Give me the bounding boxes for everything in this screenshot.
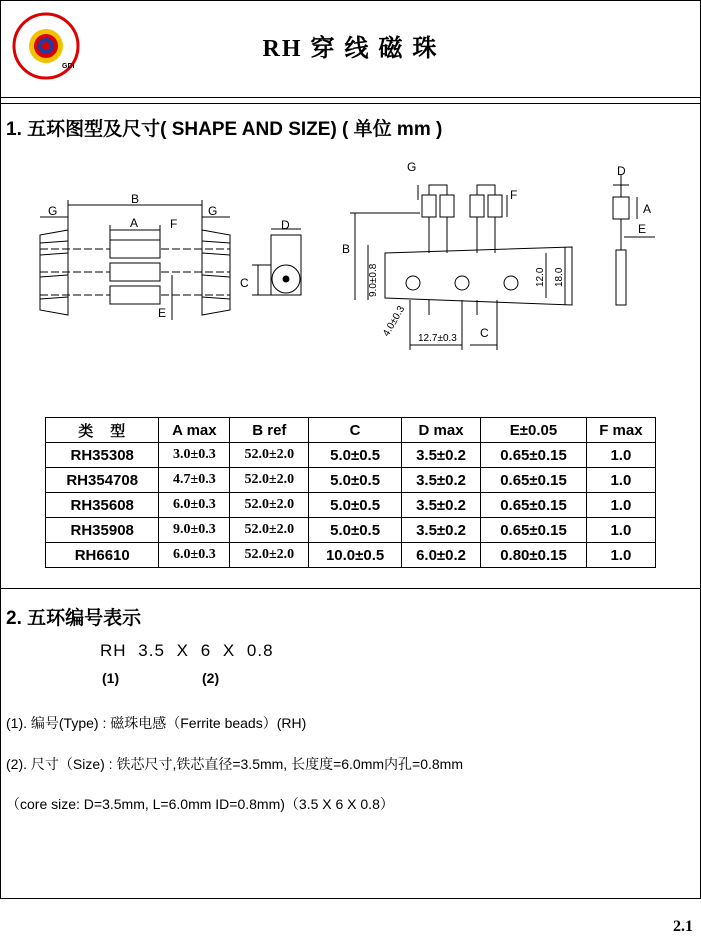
cell-b: 52.0±2.0	[230, 518, 309, 543]
table-header-row	[46, 418, 656, 443]
cell-b: 52.0±2.0	[230, 468, 309, 493]
dim-18: 18.0	[554, 267, 565, 287]
dim-label-d-right: D	[617, 164, 626, 178]
cell-c: 10.0±0.5	[309, 543, 401, 568]
cell-f: 1.0	[586, 518, 655, 543]
dim-label-a: A	[130, 216, 139, 230]
divider	[0, 588, 701, 589]
cell-c: 5.0±0.5	[309, 493, 401, 518]
cell-f: 1.0	[586, 493, 655, 518]
cell-f: 1.0	[586, 468, 655, 493]
dim-label-c: C	[240, 276, 249, 290]
cell-e: 0.65±0.15	[481, 518, 586, 543]
dim-label-a-right: A	[643, 202, 652, 216]
dim-pitch: 12.7±0.3	[418, 333, 457, 344]
dimension-drawing	[0, 155, 701, 415]
table-row	[46, 443, 656, 468]
note-size: (2). 尺寸（Size) : 铁芯尺寸,铁芯直径=3.5mm, 长度度=6.0mm内孔=0.8mm	[6, 756, 464, 772]
cell-a: 6.0±0.3	[159, 493, 230, 518]
dim-label-e-right: E	[638, 222, 647, 236]
page-title: RH 穿 线 磁 珠	[262, 36, 439, 62]
header-d: D max	[401, 418, 480, 443]
cell-e: 0.80±0.15	[481, 543, 586, 568]
spec-table	[45, 417, 656, 568]
cell-d: 3.5±0.2	[401, 443, 480, 468]
cell-f: 1.0	[586, 443, 655, 468]
header-e: E±0.05	[481, 418, 586, 443]
table-row	[46, 543, 656, 568]
cell-type: RH6610	[46, 543, 159, 568]
dim-label-f: F	[170, 217, 178, 231]
dim-height: 9.0±0.8	[368, 263, 379, 297]
dim-label-g-right: G	[208, 204, 218, 218]
cell-e: 0.65±0.15	[481, 468, 586, 493]
cell-a: 3.0±0.3	[159, 443, 230, 468]
dim-hole: 4.0±0.3	[381, 304, 408, 339]
section1-heading: 1. 五环图型及尺寸( SHAPE AND SIZE) ( 单位 mm )	[6, 119, 443, 140]
dim-label-g-left: G	[48, 204, 58, 218]
cell-b: 52.0±2.0	[230, 493, 309, 518]
cell-c: 5.0±0.5	[309, 518, 401, 543]
table-row	[46, 493, 656, 518]
cell-d: 6.0±0.2	[401, 543, 480, 568]
divider	[0, 103, 701, 104]
cell-d: 3.5±0.2	[401, 518, 480, 543]
header-b: B ref	[230, 418, 309, 443]
logo-text: GDI	[62, 63, 75, 70]
header-type: 类 型	[46, 418, 159, 443]
dim-label-b: B	[131, 192, 140, 206]
cell-a: 4.7±0.3	[159, 468, 230, 493]
page-number: 2.1	[673, 918, 693, 935]
cell-b: 52.0±2.0	[230, 543, 309, 568]
dim-label-b-mid: B	[342, 242, 351, 256]
cell-e: 0.65±0.15	[481, 443, 586, 468]
cell-f: 1.0	[586, 543, 655, 568]
dim-12: 12.0	[535, 267, 546, 287]
divider	[0, 97, 701, 98]
cell-type: RH35608	[46, 493, 159, 518]
dim-label-f-mid: F	[510, 188, 518, 202]
header-a: A max	[159, 418, 230, 443]
cell-c: 5.0±0.5	[309, 443, 401, 468]
cell-d: 3.5±0.2	[401, 468, 480, 493]
header-f: F max	[586, 418, 655, 443]
table-row	[46, 518, 656, 543]
section2-heading: 2. 五环编号表示	[6, 608, 142, 629]
code-mark-2: (2)	[202, 670, 220, 686]
table-row	[46, 468, 656, 493]
cell-type: RH35308	[46, 443, 159, 468]
header-c: C	[309, 418, 401, 443]
dim-label-d: D	[281, 218, 290, 232]
cell-c: 5.0±0.5	[309, 468, 401, 493]
note-type: (1). 编号(Type) : 磁珠电感（Ferrite beads）(RH)	[6, 715, 307, 731]
part-code: RH 3.5 X 6 X 0.8	[100, 641, 274, 660]
dim-label-g-mid: G	[407, 160, 417, 174]
cell-e: 0.65±0.15	[481, 493, 586, 518]
cell-type: RH354708	[46, 468, 159, 493]
cell-type: RH35908	[46, 518, 159, 543]
dim-label-c-mid: C	[480, 326, 489, 340]
cell-a: 6.0±0.3	[159, 543, 230, 568]
note-core-size: （core size: D=3.5mm, L=6.0mm ID=0.8mm)（3.5 X 6 X 0.8）	[6, 796, 394, 812]
cell-a: 9.0±0.3	[159, 518, 230, 543]
dim-label-e: E	[158, 306, 167, 320]
code-mark-1: (1)	[102, 670, 120, 686]
cell-b: 52.0±2.0	[230, 443, 309, 468]
cell-d: 3.5±0.2	[401, 493, 480, 518]
